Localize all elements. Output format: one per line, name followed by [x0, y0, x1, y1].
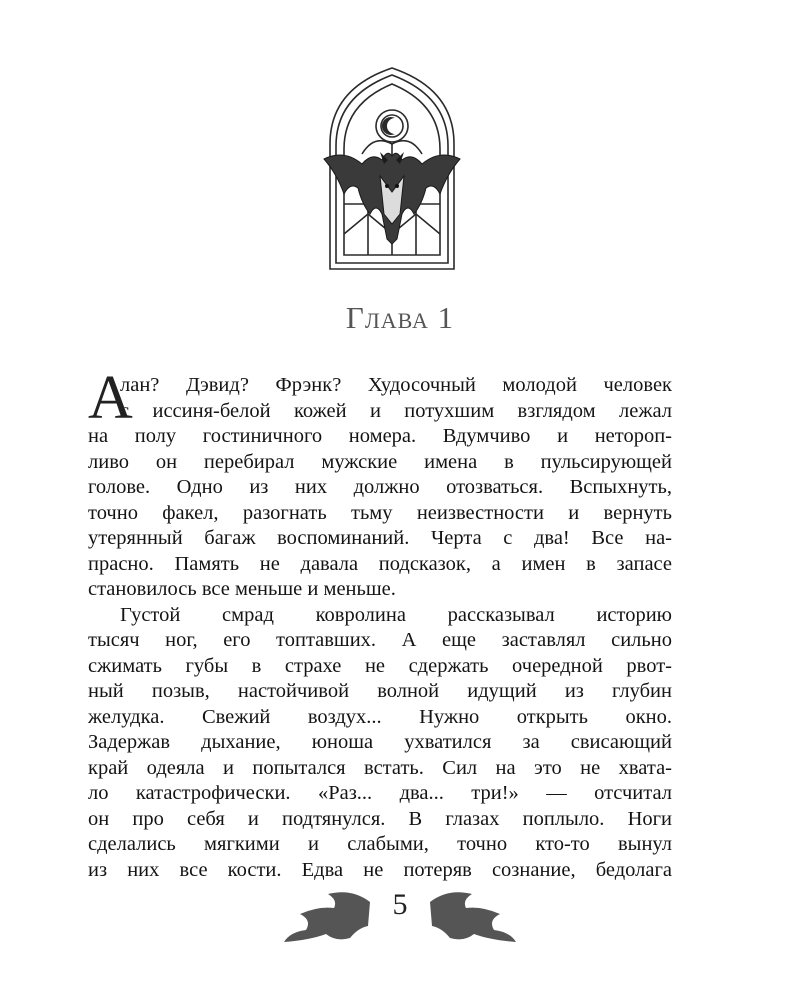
text-line: лан? Дэвид? Фрэнк? Худосочный молодой человек	[120, 374, 672, 396]
drop-cap: А	[88, 364, 133, 432]
text-line: желудка. Свежий воздух... Нужно открыть окно.	[88, 705, 672, 728]
page-number: 5	[392, 888, 408, 921]
paragraph-2	[88, 603, 672, 884]
text-line: он про себя и подтянулся. В глазах поплыло. Ноги	[88, 807, 672, 830]
text-line: утерянный багаж воспоминаний. Черта с два! Все на-	[88, 527, 672, 549]
text-line: сделались мягкими и слабыми, точно кто-то вынул	[88, 833, 672, 855]
text-line: точно факел, разогнать тьму неизвестности и вернуть	[88, 501, 672, 524]
text-line: из них все кости. Едва не потеряв сознание, бедолага	[88, 858, 672, 881]
page-footer	[0, 880, 800, 950]
text-line: тысяч ног, его топтавших. А еще заставлял сильно	[88, 629, 672, 651]
paragraph-1	[88, 373, 672, 603]
text-line: край одеяла и попытался встать. Сил на это не хвата-	[88, 756, 672, 779]
text-line: с иссиня-белой кожей и потухшим взглядом лежал	[120, 399, 672, 422]
text-line: Задержав дыхание, юноша ухватился за свисающий	[88, 731, 672, 753]
text-line: ло катастрофически. «Раз... два... три!» — отсчитал	[88, 782, 672, 804]
text-line: голове. Одно из них должно отозваться. Вспыхнуть,	[88, 476, 672, 498]
text-line: ливо он перебирал мужские имена в пульсирующей	[88, 450, 672, 473]
text-line: Густой смрад ковролина рассказывал историю	[120, 603, 672, 626]
chapter-title: Глава 1	[345, 300, 455, 335]
gothic-window-bat-icon	[322, 64, 462, 274]
text-line: сжимать губы в страхе не сдержать очередной рвот-	[88, 654, 672, 677]
text-line: на полу гостиничного номера. Вдумчиво и нетороп-	[88, 425, 672, 447]
text-line: ный позыв, настойчивой волной идущий из глубин	[88, 680, 672, 702]
text-line: прасно. Память не давала подсказок, а имен в запасе	[88, 552, 672, 575]
body-text	[88, 364, 672, 883]
text-line: становилось все меньше и меньше.	[88, 578, 396, 600]
